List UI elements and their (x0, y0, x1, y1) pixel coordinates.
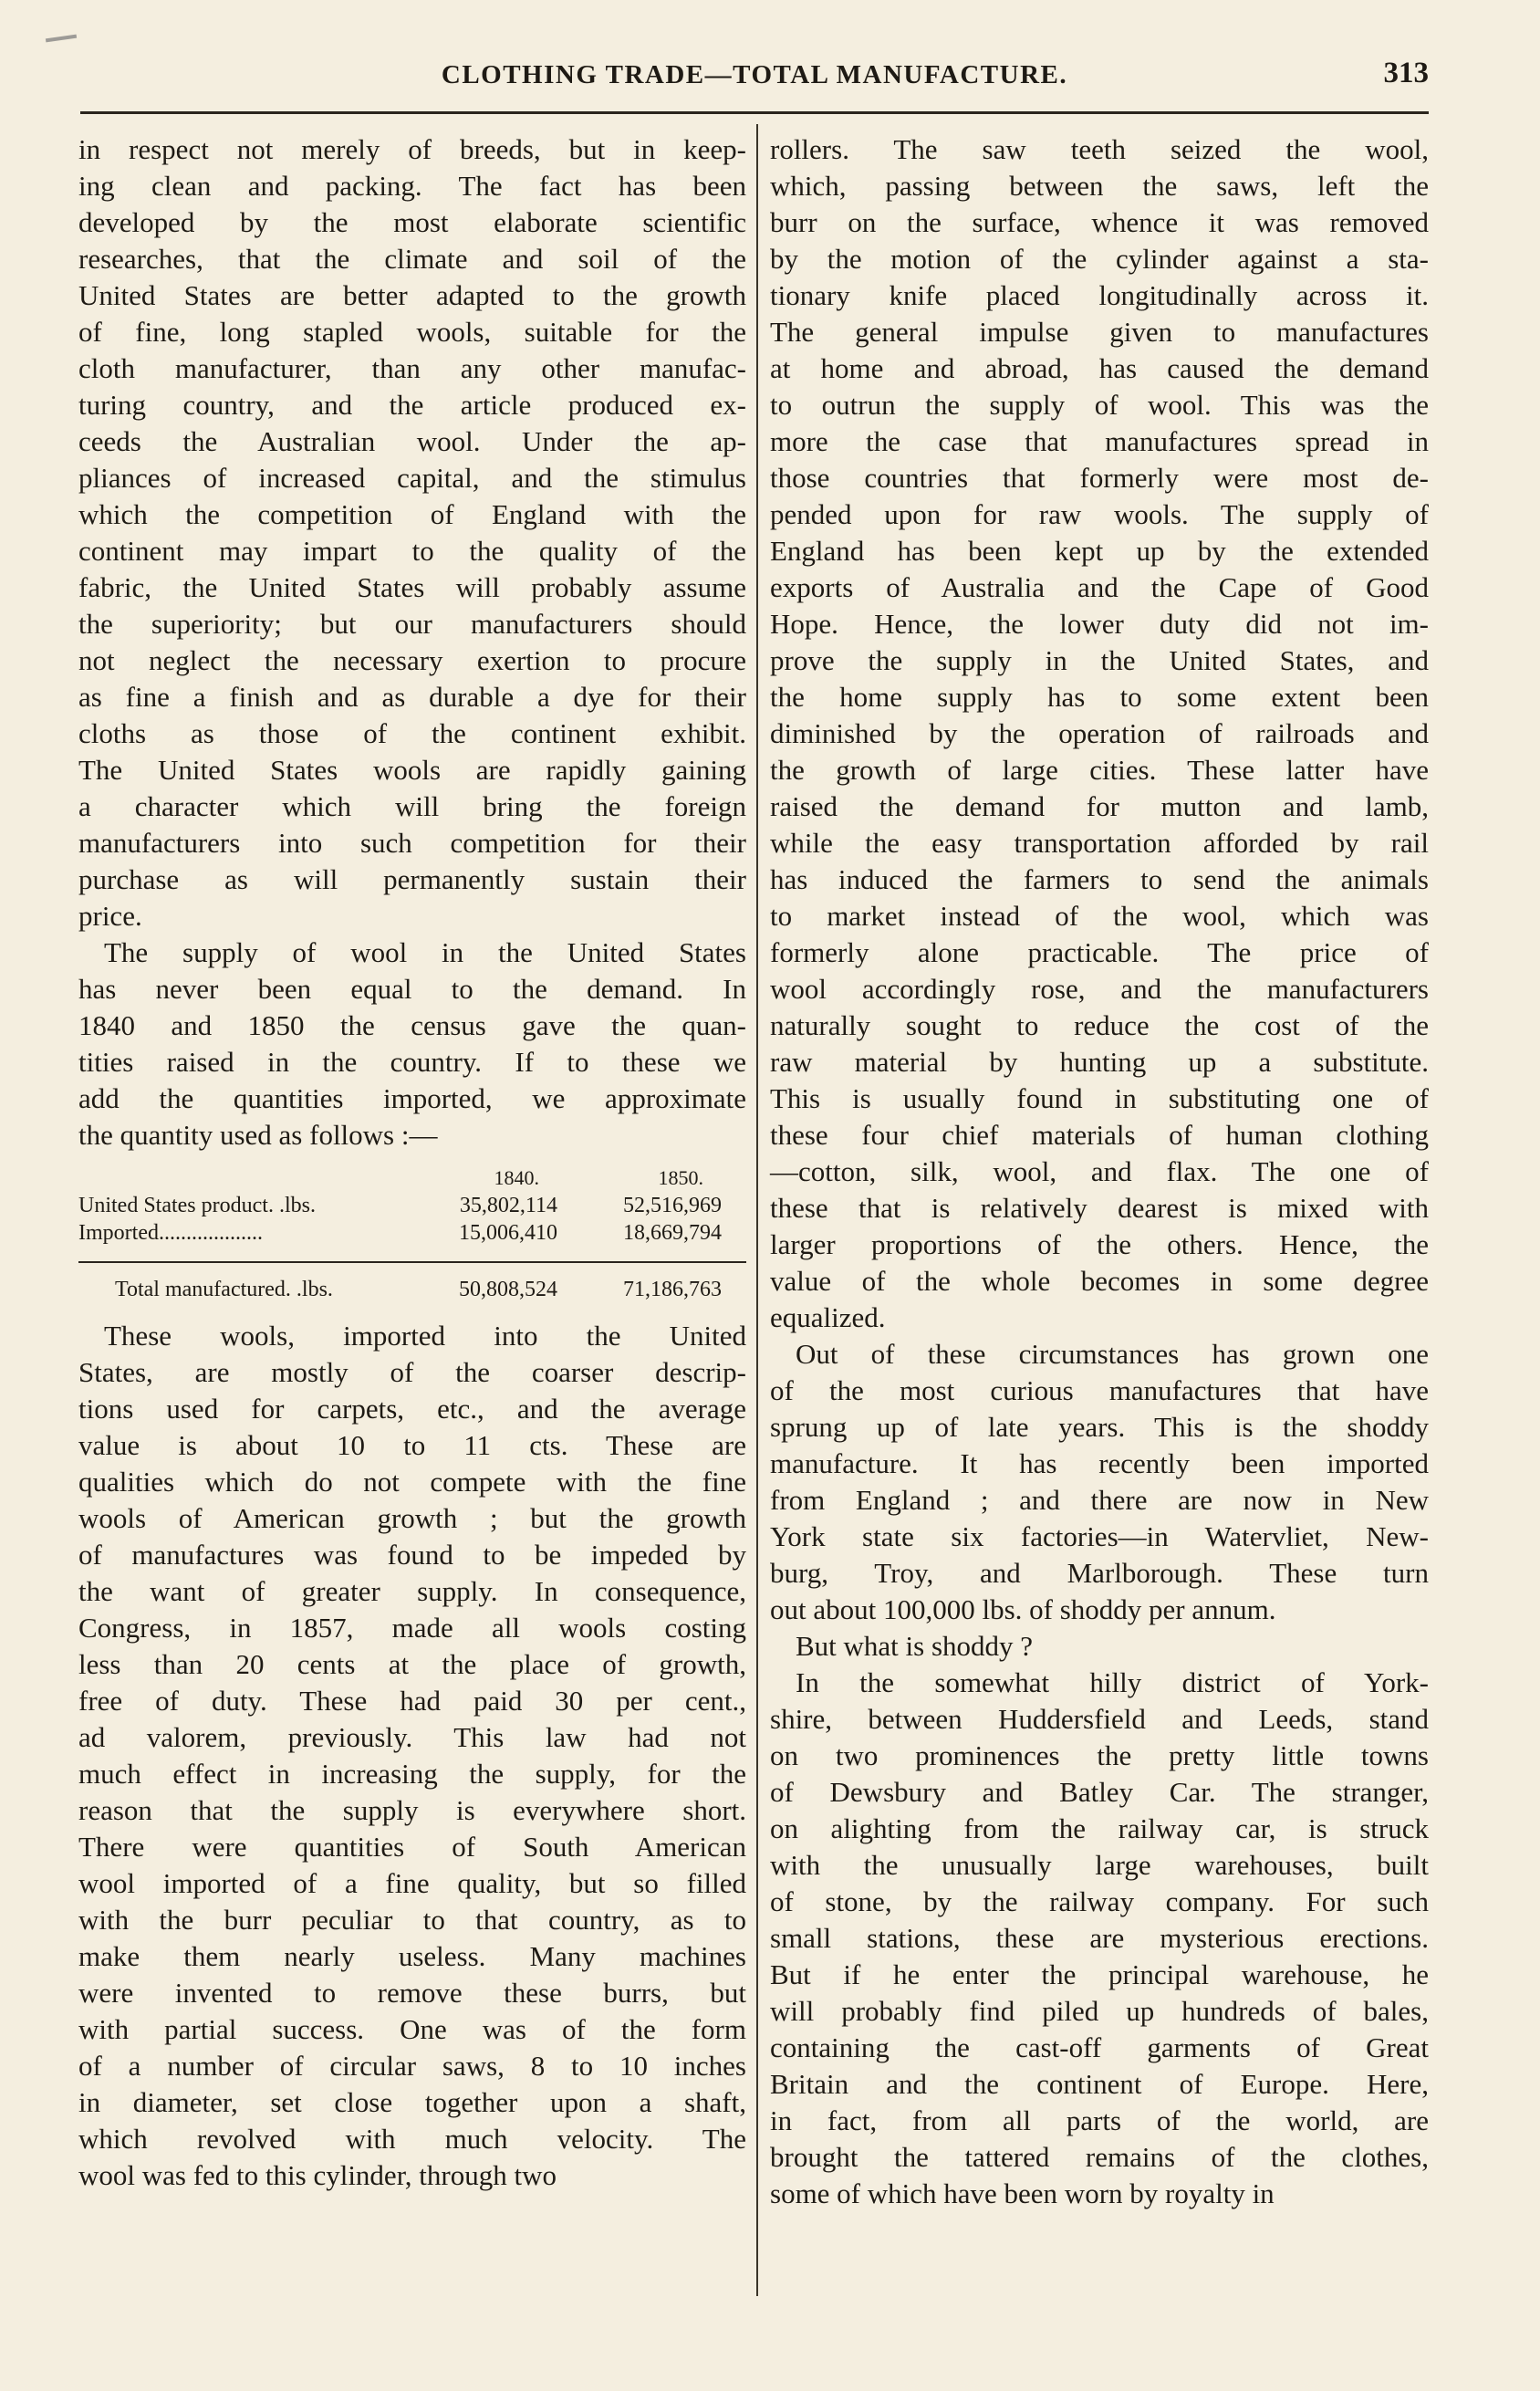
text-line: These wools, imported into the United (104, 1320, 746, 1352)
text-line: containing the cast-off garments of Great (770, 2031, 1429, 2063)
text-line: prove the supply in the United States, and (770, 644, 1429, 676)
text-line: States, are mostly of the coarser descrip- (78, 1356, 746, 1388)
text-line: brought the tattered remains of the clothes, (770, 2141, 1429, 2173)
text-line: make them nearly useless. Many machines (78, 1940, 746, 1972)
text-line: has never been equal to the demand. In (78, 973, 746, 1005)
text-line: But if he enter the principal warehouse, he (770, 1958, 1429, 1990)
text-line: value of the whole becomes in some degree (770, 1265, 1429, 1297)
text-line: pended upon for raw wools. The supply of (770, 498, 1429, 530)
text-line: raised the demand for mutton and lamb, (770, 790, 1429, 822)
text-line: free of duty. These had paid 30 per cent., (78, 1685, 746, 1717)
table-total-rule (78, 1261, 746, 1263)
paragraph (770, 1628, 1429, 1665)
text-line: shire, between Huddersfield and Leeds, stand (770, 1703, 1429, 1735)
text-line: 1840 and 1850 the census gave the quan- (78, 1009, 746, 1041)
text-line: the home supply has to some extent been (770, 681, 1429, 713)
text-line: a character which will bring the foreign (78, 790, 746, 822)
text-line: The United States wools are rapidly gaining (78, 754, 746, 786)
text-line: pliances of increased capital, and the stimulus (78, 462, 746, 494)
text-line: continent may impart to the quality of the (78, 535, 746, 567)
text-line: But what is shoddy ? (796, 1630, 1034, 1662)
text-line: with the burr peculiar to that country, as to (78, 1904, 746, 1936)
text-line: the growth of large cities. These latter have (770, 754, 1429, 786)
text-line: which, passing between the saws, left the (770, 170, 1429, 202)
text-line: the superiority; but our manufacturers should (78, 608, 746, 640)
text-line: the want of greater supply. In consequence, (78, 1575, 746, 1607)
text-line: exports of Australia and the Cape of Good (770, 571, 1429, 603)
cell-1840: 35,802,114 (459, 1194, 557, 1217)
column-header-1840: 1840. (494, 1166, 539, 1189)
running-title: CLOTHING TRADE—TOTAL MANUFACTURE. (441, 60, 1068, 89)
table-row (78, 1219, 746, 1247)
column-header-1850: 1850. (658, 1166, 703, 1189)
text-line: in respect not merely of breeds, but in keep- (78, 133, 746, 165)
text-line: qualities which do not compete with the fine (78, 1466, 746, 1498)
text-line: price. (78, 900, 142, 932)
text-line: to market instead of the wool, which was (770, 900, 1429, 932)
row-label: Imported................... (78, 1221, 263, 1245)
text-line: as fine a finish and as durable a dye for their (78, 681, 746, 713)
text-line: with partial success. One was of the form (78, 2013, 746, 2045)
text-line: larger proportions of the others. Hence, the (770, 1228, 1429, 1260)
text-line: out about 100,000 lbs. of shoddy per annum. (770, 1593, 1276, 1625)
text-line: from England ; and there are now in New (770, 1484, 1429, 1516)
wool-supply-table (78, 1164, 746, 1303)
text-line: while the easy transportation afforded by rail (770, 827, 1429, 859)
text-line: ing clean and packing. The fact has been (78, 170, 746, 202)
text-line: formerly alone practicable. The price of (770, 936, 1429, 968)
cell-1850: 71,186,763 (623, 1278, 722, 1301)
text-line: raw material by hunting up a substitute. (770, 1046, 1429, 1078)
text-line: will probably find piled up hundreds of bales, (770, 1995, 1429, 2027)
corner-smudge (46, 35, 77, 43)
text-line: wool imported of a fine quality, but so filled (78, 1867, 746, 1899)
text-line: of the most curious manufactures that have (770, 1374, 1429, 1406)
text-line: Britain and the continent of Europe. Here, (770, 2068, 1429, 2100)
text-line: England has been kept up by the extended (770, 535, 1429, 567)
text-line: value is about 10 to 11 cts. These are (78, 1429, 746, 1461)
text-line: in fact, from all parts of the world, are (770, 2104, 1429, 2136)
text-line: The supply of wool in the United States (104, 936, 746, 968)
text-line: burr on the surface, whence it was removed (770, 206, 1429, 238)
header-rule (80, 111, 1429, 114)
text-line: cloths as those of the continent exhibit. (78, 717, 746, 749)
text-line: with the unusually large warehouses, built (770, 1849, 1429, 1881)
cell-1840: 50,808,524 (459, 1278, 557, 1301)
paragraph (78, 131, 746, 934)
text-line: In the somewhat hilly district of York- (796, 1666, 1429, 1698)
page-number: 313 (1383, 57, 1429, 89)
paragraph (770, 1336, 1429, 1628)
text-line: York state six factories—in Watervliet, New- (770, 1520, 1429, 1552)
text-line: Congress, in 1857, made all wools costing (78, 1612, 746, 1644)
text-line: in diameter, set close together upon a shaft, (78, 2086, 746, 2118)
text-line: sprung up of late years. This is the shoddy (770, 1411, 1429, 1443)
page-header (80, 57, 1429, 106)
text-line: manufacture. It has recently been imported (770, 1447, 1429, 1479)
text-line: The general impulse given to manufactures (770, 316, 1429, 348)
text-line: has induced the farmers to send the animals (770, 863, 1429, 895)
right-column (770, 131, 1429, 2212)
text-line: add the quantities imported, we approximate (78, 1082, 746, 1114)
text-line: at home and abroad, has caused the demand (770, 352, 1429, 384)
text-line: tions used for carpets, etc., and the average (78, 1393, 746, 1425)
paragraph (770, 131, 1429, 1336)
cell-1840: 15,006,410 (459, 1221, 557, 1245)
text-line: less than 20 cents at the place of growth, (78, 1648, 746, 1680)
text-line: of stone, by the railway company. For such (770, 1885, 1429, 1917)
text-line: This is usually found in substituting one of (770, 1082, 1429, 1114)
text-line: naturally sought to reduce the cost of the (770, 1009, 1429, 1041)
text-line: not neglect the necessary exertion to procure (78, 644, 746, 676)
text-line: on alighting from the railway car, is struck (770, 1812, 1429, 1844)
text-line: ceeds the Australian wool. Under the ap- (78, 425, 746, 457)
text-line: Hope. Hence, the lower duty did not im- (770, 608, 1429, 640)
table-row (78, 1192, 746, 1219)
table-total-row (78, 1276, 746, 1303)
text-line: researches, that the climate and soil of the (78, 243, 746, 275)
text-line: wool was fed to this cylinder, through two (78, 2159, 557, 2191)
cell-1850: 52,516,969 (623, 1194, 722, 1217)
text-line: these that is relatively dearest is mixed with (770, 1192, 1429, 1224)
text-line: developed by the most elaborate scientific (78, 206, 746, 238)
paragraph (78, 934, 746, 1154)
row-label: Total manufactured. .lbs. (115, 1278, 333, 1301)
text-line: diminished by the operation of railroads and (770, 717, 1429, 749)
text-line: ad valorem, previously. This law had not (78, 1721, 746, 1753)
text-line: wool accordingly rose, and the manufacturers (770, 973, 1429, 1005)
table-header-row (78, 1164, 746, 1192)
text-line: which revolved with much velocity. The (78, 2123, 746, 2155)
text-line: reason that the supply is everywhere short. (78, 1794, 746, 1826)
text-line: burg, Troy, and Marlborough. These turn (770, 1557, 1429, 1589)
paragraph (770, 1665, 1429, 2212)
text-line: purchase as will permanently sustain their (78, 863, 746, 895)
text-line: much effect in increasing the supply, for the (78, 1758, 746, 1790)
text-line: United States are better adapted to the growth (78, 279, 746, 311)
text-line: wools of American growth ; but the growth (78, 1502, 746, 1534)
text-line: were invented to remove these burrs, but (78, 1977, 746, 2009)
text-line: to outrun the supply of wool. This was the (770, 389, 1429, 421)
text-line: of a number of circular saws, 8 to 10 inches (78, 2050, 746, 2082)
text-line: these four chief materials of human clothing (770, 1119, 1429, 1151)
text-line: of manufactures was found to be impeded by (78, 1539, 746, 1571)
text-line: small stations, these are mysterious erections. (770, 1922, 1429, 1954)
text-line: tities raised in the country. If to these we (78, 1046, 746, 1078)
text-line: of fine, long stapled wools, suitable for the (78, 316, 746, 348)
text-line: equalized. (770, 1301, 886, 1333)
text-line: —cotton, silk, wool, and flax. The one of (770, 1155, 1429, 1187)
cell-1850: 18,669,794 (623, 1221, 722, 1245)
text-line: those countries that formerly were most de- (770, 462, 1429, 494)
text-line: some of which have been worn by royalty in (770, 2177, 1275, 2209)
paragraph (78, 1318, 746, 2194)
text-line: which the competition of England with the (78, 498, 746, 530)
text-line: by the motion of the cylinder against a sta- (770, 243, 1429, 275)
text-line: manufacturers into such competition for their (78, 827, 746, 859)
text-line: rollers. The saw teeth seized the wool, (770, 133, 1429, 165)
text-line: There were quantities of South American (78, 1831, 746, 1863)
text-line: the quantity used as follows :— (78, 1119, 438, 1151)
text-line: Out of these circumstances has grown one (796, 1338, 1429, 1370)
text-line: of Dewsbury and Batley Car. The stranger, (770, 1776, 1429, 1808)
text-line: more the case that manufactures spread in (770, 425, 1429, 457)
column-divider (756, 124, 758, 2296)
text-line: on two prominences the pretty little towns (770, 1739, 1429, 1771)
row-label: United States product. .lbs. (78, 1194, 316, 1217)
text-line: cloth manufacturer, than any other manufac- (78, 352, 746, 384)
text-line: tionary knife placed longitudinally across it. (770, 279, 1429, 311)
text-line: turing country, and the article produced ex- (78, 389, 746, 421)
text-line: fabric, the United States will probably assume (78, 571, 746, 603)
left-column (78, 131, 746, 2194)
